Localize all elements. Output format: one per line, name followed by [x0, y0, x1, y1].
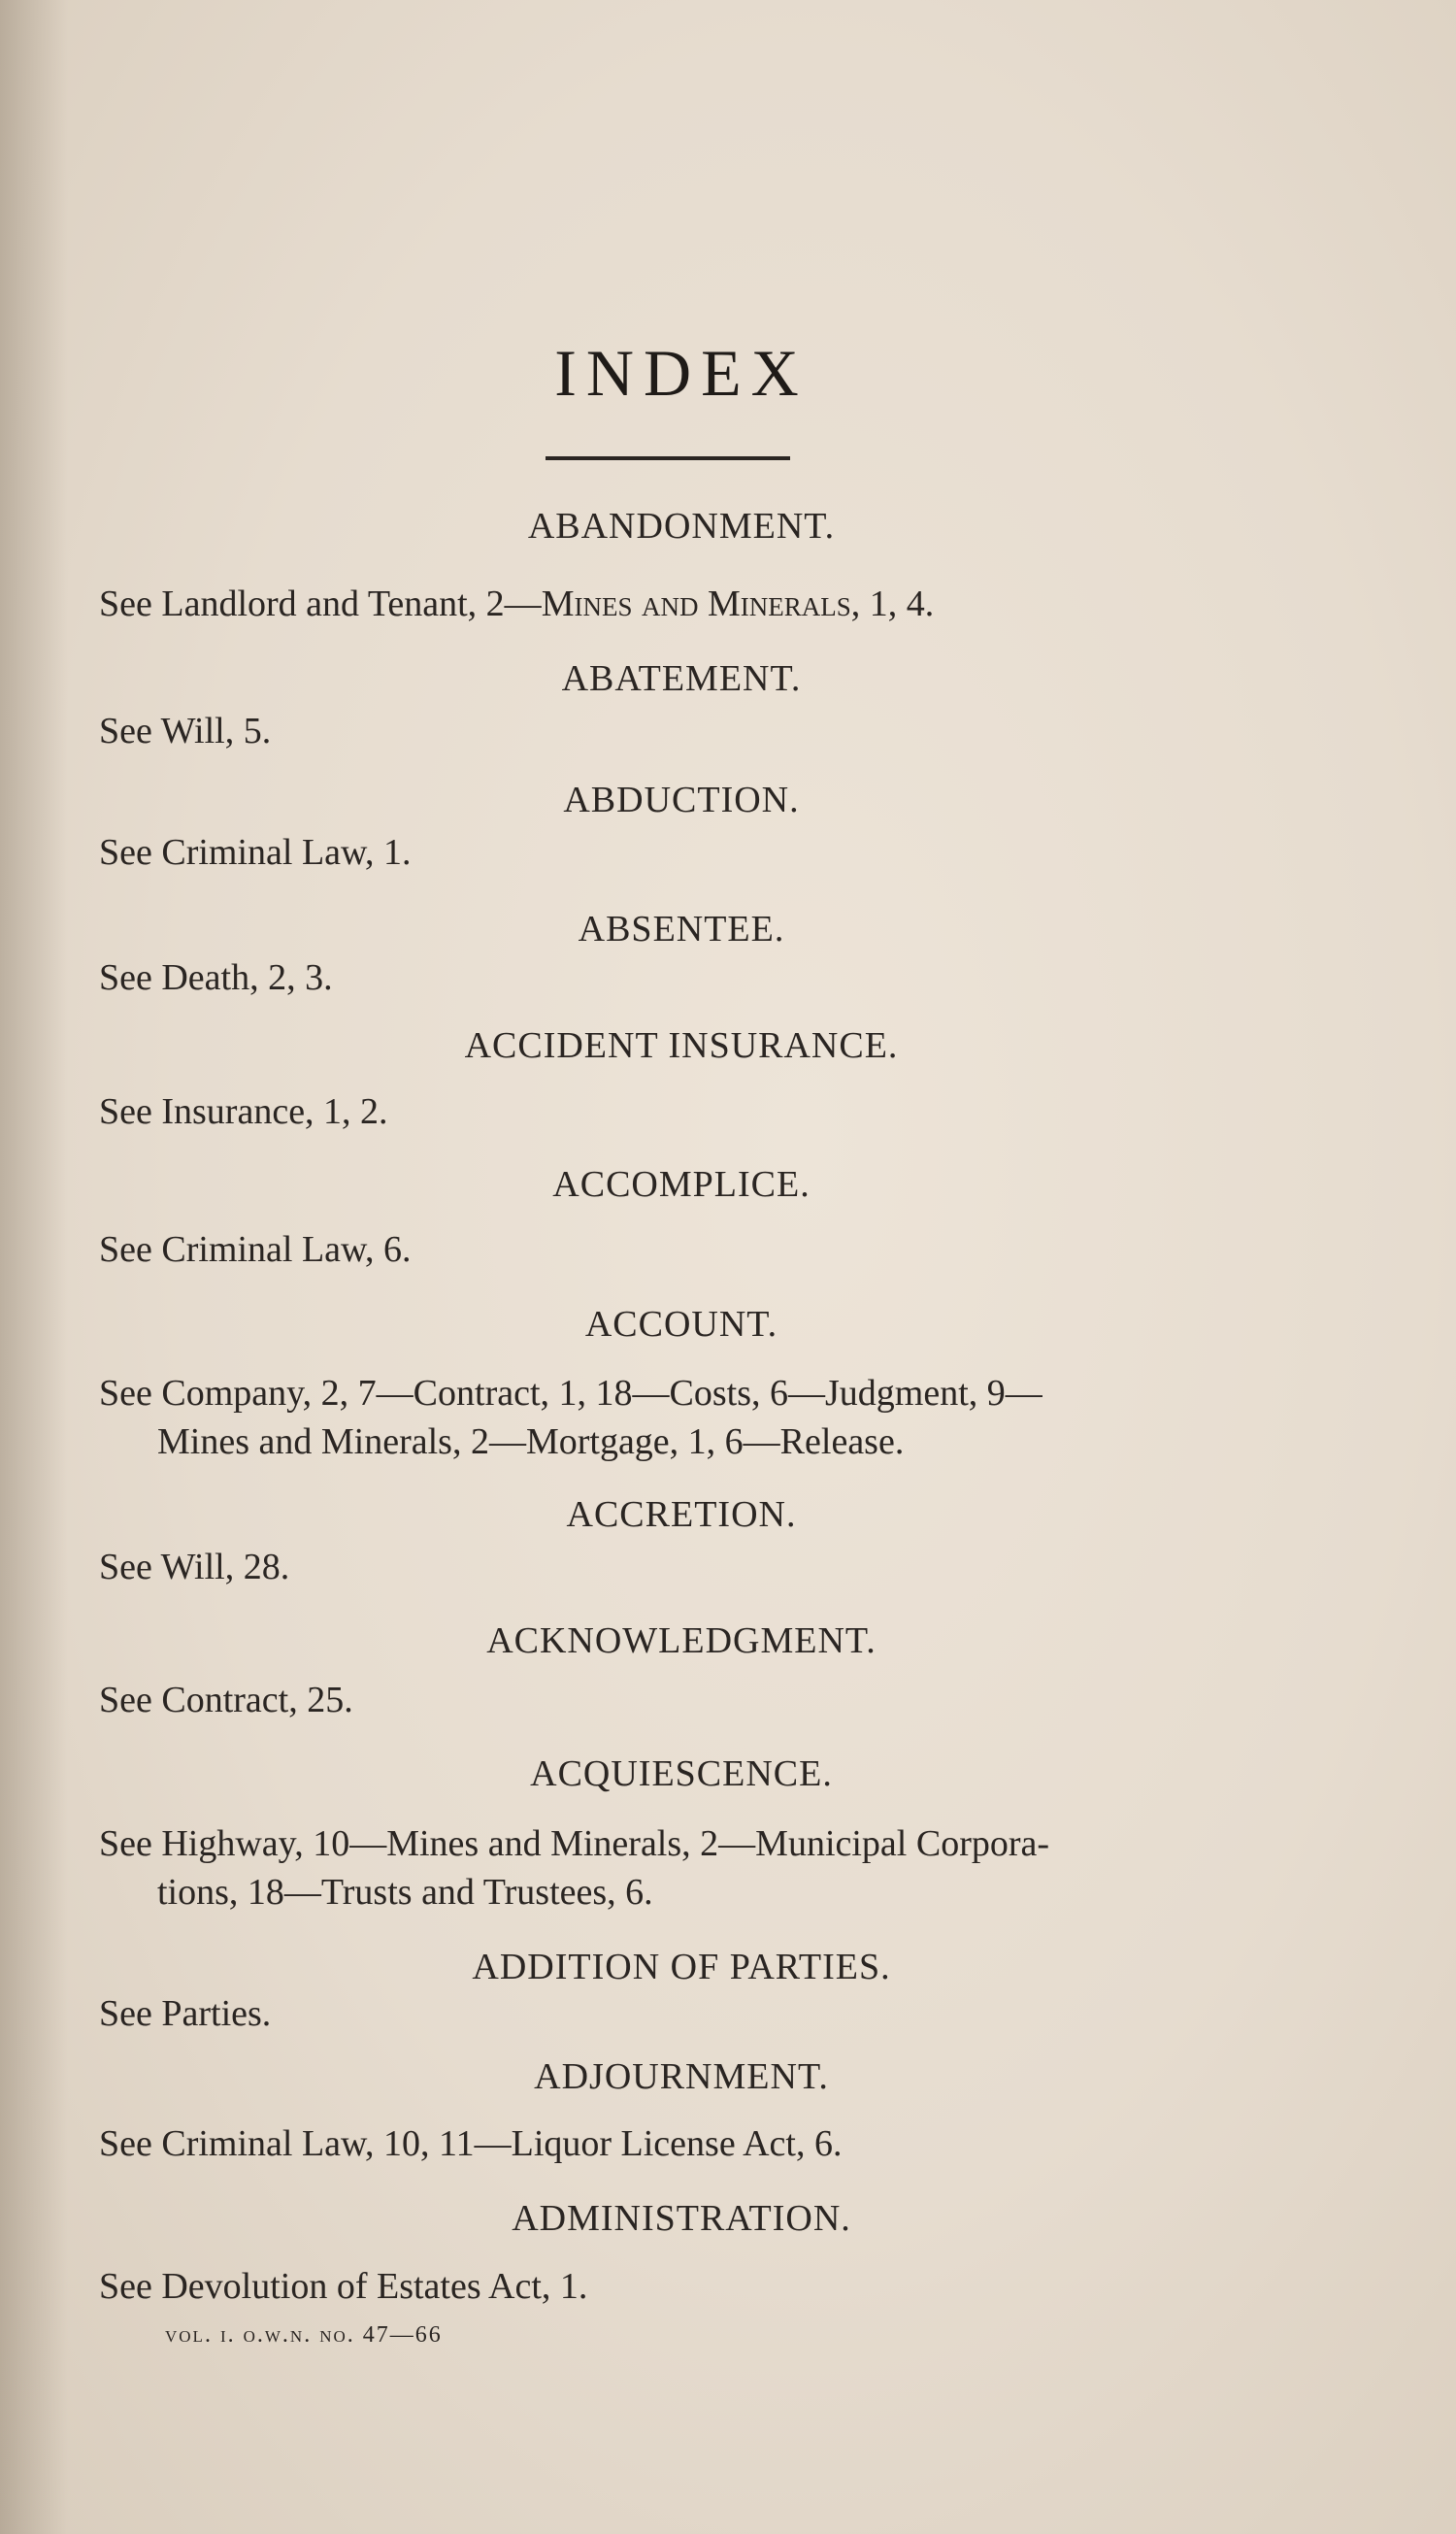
page-title: INDEX [554, 336, 809, 410]
title-rule [546, 456, 790, 460]
heading-accomplice: ACCOMPLICE. [552, 1164, 811, 1205]
heading-abandonment: ABANDONMENT. [527, 506, 836, 547]
entry-abandonment-smallcaps: Mines and Minerals [541, 583, 851, 624]
entry-abatement: See Will, 5. [99, 711, 272, 751]
entry-account-line2: Mines and Minerals, 2—Mortgage, 1, 6—Release. [157, 1421, 905, 1462]
entry-accretion: See Will, 28. [99, 1547, 290, 1587]
heading-administration: ADMINISTRATION. [512, 2198, 851, 2239]
entry-administration: See Devolution of Estates Act, 1. [99, 2266, 588, 2307]
entry-abduction: See Criminal Law, 1. [99, 832, 412, 873]
entry-abandonment-text-b: , 1, 4. [850, 583, 935, 624]
heading-accretion: ACCRETION. [566, 1494, 797, 1535]
heading-accident-insurance: ACCIDENT INSURANCE. [464, 1025, 899, 1066]
entry-adjournment: See Criminal Law, 10, 11—Liquor License Act, 6. [99, 2123, 843, 2164]
heading-abatement: ABATEMENT. [561, 658, 802, 699]
entry-acquiescence-line2: tions, 18—Trusts and Trustees, 6. [157, 1872, 653, 1913]
entry-addition-of-parties: See Parties. [99, 1993, 272, 2034]
entry-abandonment-text-a: See Landlord and Tenant, 2— [99, 583, 542, 624]
heading-account: ACCOUNT. [584, 1304, 778, 1345]
entry-absentee: See Death, 2, 3. [99, 957, 333, 998]
heading-acknowledgment: ACKNOWLEDGMENT. [486, 1620, 877, 1661]
heading-addition-of-parties: ADDITION OF PARTIES. [472, 1947, 891, 1987]
entry-acquiescence [99, 1819, 1264, 1917]
entry-abandonment [99, 580, 1264, 628]
entry-account [99, 1369, 1264, 1466]
heading-acquiescence: ACQUIESCENCE. [530, 1753, 833, 1794]
entry-acknowledgment: See Contract, 25. [99, 1680, 353, 1720]
spine-shadow [0, 0, 68, 2534]
heading-absentee: ABSENTEE. [578, 909, 785, 950]
entry-account-line1: See Company, 2, 7—Contract, 1, 18—Costs, 6—Judgment, 9— [99, 1373, 1042, 1414]
entry-accomplice: See Criminal Law, 6. [99, 1229, 412, 1270]
heading-abduction: ABDUCTION. [563, 780, 800, 820]
heading-adjournment: ADJOURNMENT. [534, 2056, 829, 2097]
volume-footer: vol. i. o.w.n. no. 47—66 [165, 2322, 443, 2348]
entry-accident-insurance: See Insurance, 1, 2. [99, 1091, 388, 1132]
entry-acquiescence-line1: See Highway, 10—Mines and Minerals, 2—Municipal Corpora- [99, 1823, 1050, 1864]
